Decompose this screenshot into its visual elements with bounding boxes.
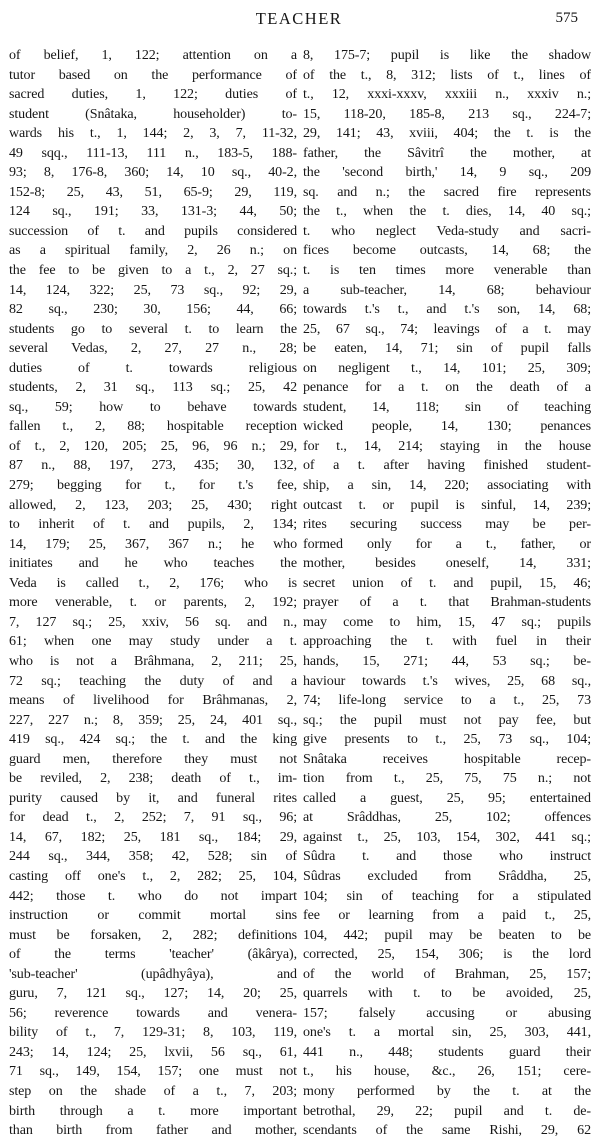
- left-column-line: 87 n., 88, 197, 273, 435; 30, 132,: [9, 457, 297, 474]
- right-column-line: be eaten, 14, 71; sin of pupil falls: [303, 340, 591, 357]
- left-column-line: 49 sqq., 111-13, 111 n., 183-5, 188-: [9, 144, 297, 161]
- right-column: [303, 46, 591, 1141]
- right-column-line: betrothal, 29, 22; pupil and t. de-: [303, 1102, 591, 1119]
- right-column-line: father, the Sâvitrî the mother, at: [303, 144, 591, 161]
- left-column-line: 82 sq., 230; 30, 156; 44, 66;: [9, 301, 297, 318]
- left-column-line: must be forsaken, 2, 282; definitions: [9, 926, 297, 943]
- left-column-line: student (Snâtaka, householder) to-: [9, 105, 297, 122]
- right-column-line: tion from t., 25, 75, 75 n.; not: [303, 770, 591, 787]
- right-column-line: Sûdras excluded from Srâddha, 25,: [303, 867, 591, 884]
- right-column-line: mony performed by the t. at the: [303, 1082, 591, 1099]
- left-column-line: guru, 7, 121 sq., 127; 14, 20; 25,: [9, 985, 297, 1002]
- right-column-line: sq. and n.; the sacred fire represents: [303, 183, 591, 200]
- right-column-line: of a t. after having finished student-: [303, 457, 591, 474]
- right-column-line: on negligent t., 14, 101; 25, 309;: [303, 359, 591, 376]
- right-column-line: 157; falsely accusing or abusing: [303, 1004, 591, 1021]
- left-column-line: initiates and he who teaches the: [9, 555, 297, 572]
- running-header: [0, 9, 598, 31]
- left-column-line: sq., 59; how to behave towards: [9, 398, 297, 415]
- right-column-line: student, 14, 118; sin of teaching: [303, 398, 591, 415]
- right-column-line: at Srâddhas, 25, 102; offences: [303, 809, 591, 826]
- right-column-line: formed only for a t., father, or: [303, 535, 591, 552]
- left-column-line: wards his t., 1, 144; 2, 3, 7, 11-32,: [9, 125, 297, 142]
- right-column-line: 104; sin of teaching for a stipulated: [303, 887, 591, 904]
- right-column-line: the 'second birth,' 14, 9 sq., 209: [303, 164, 591, 181]
- left-column-line: 14, 179; 25, 367, 367 n.; he who: [9, 535, 297, 552]
- right-column-line: sq.; the pupil must not pay fee, but: [303, 711, 591, 728]
- page-number: 575: [555, 10, 578, 26]
- left-column-line: birth through a t. more important: [9, 1102, 297, 1119]
- right-column-line: prayer of a t. that Brahman-students: [303, 594, 591, 611]
- right-column-line: ship, a sin, 14, 220; associating with: [303, 477, 591, 494]
- left-column-line: 7, 127 sq.; 25, xxiv, 56 sq. and n.,: [9, 613, 297, 630]
- left-column-line: than birth from father and mother,: [9, 1122, 297, 1139]
- left-column-line: 93; 8, 176-8, 360; 14, 10 sq., 40-2,: [9, 164, 297, 181]
- right-column-line: scendants of the same Rishi, 29, 62: [303, 1122, 591, 1139]
- right-column-line: fices become outcasts, 14, 68; the: [303, 242, 591, 259]
- left-column-line: 227, 227 n.; 8, 359; 25, 24, 401 sq.,: [9, 711, 297, 728]
- right-column-line: against t., 25, 103, 154, 302, 441 sq.;: [303, 828, 591, 845]
- right-column-line: rites securing success may be per-: [303, 516, 591, 533]
- right-column-line: mother, besides oneself, 14, 331;: [303, 555, 591, 572]
- right-column-line: quarrels with t. to be avoided, 25,: [303, 985, 591, 1002]
- left-column-line: means of livelihood for Brâhmanas, 2,: [9, 692, 297, 709]
- left-column-line: students go to several t. to learn the: [9, 320, 297, 337]
- left-column-line: instruction or commit mortal sins: [9, 907, 297, 924]
- right-column-line: secret union of t. and pupil, 15, 46;: [303, 574, 591, 591]
- left-column-line: guard men, therefore they must not: [9, 750, 297, 767]
- right-column-line: outcast t. or pupil is sinful, 14, 239;: [303, 496, 591, 513]
- left-column-line: 14, 67, 182; 25, 181 sq., 184; 29,: [9, 828, 297, 845]
- left-column-line: the fee to be given to a t., 2, 27 sq.;: [9, 262, 297, 279]
- left-column-line: for dead t., 2, 252; 7, 91 sq., 96;: [9, 809, 297, 826]
- left-column-line: as a spiritual family, 2, 26 n.; on: [9, 242, 297, 259]
- right-column-line: hands, 15, 271; 44, 53 sq.; be-: [303, 652, 591, 669]
- right-column-line: 74; life-long service to a t., 25, 73: [303, 692, 591, 709]
- right-column-line: may come to him, 15, 47 sq.; pupils: [303, 613, 591, 630]
- right-column-line: one's t. a mortal sin, 25, 303, 441,: [303, 1024, 591, 1041]
- left-column-line: of t., 2, 120, 205; 25, 96, 96 n.; 29,: [9, 437, 297, 454]
- left-column-line: fallen t., 2, 88; hospitable reception: [9, 418, 297, 435]
- right-column-line: Sûdra t. and those who instruct: [303, 848, 591, 865]
- left-column-line: who is not a Brâhmana, 2, 211; 25,: [9, 652, 297, 669]
- left-column-line: casting off one's t., 2, 282; 25, 104,: [9, 867, 297, 884]
- right-column-line: for t., 14, 214; staying in the house: [303, 437, 591, 454]
- left-column-line: of belief, 1, 122; attention on a: [9, 47, 297, 63]
- left-column-line: to inherit of t. and pupils, 2, 134;: [9, 516, 297, 533]
- right-column-line: t., 12, xxxi-xxxv, xxxiii n., xxxiv n.;: [303, 86, 591, 103]
- right-column-line: 441 n., 448; students guard their: [303, 1043, 591, 1060]
- left-column-line: sacred duties, 1, 122; duties of: [9, 86, 297, 103]
- left-column: [9, 46, 297, 1141]
- left-column-line: 71 sq., 149, 154, 157; one must not: [9, 1063, 297, 1080]
- right-column-line: 104, 442; pupil may be beaten to be: [303, 926, 591, 943]
- right-column-line: a sub-teacher, 14, 68; behaviour: [303, 281, 591, 298]
- right-column-line: of the t., 8, 312; lists of t., lines of: [303, 66, 591, 83]
- right-column-line: t. is ten times more venerable than: [303, 262, 591, 279]
- left-column-line: duties of t. towards religious: [9, 359, 297, 376]
- right-column-line: t. who neglect Veda-study and sacri-: [303, 222, 591, 239]
- left-column-line: 72 sq.; teaching the duty of and a: [9, 672, 297, 689]
- right-column-line: t., his house, &c., 26, 151; cere-: [303, 1063, 591, 1080]
- page-title: TEACHER: [255, 9, 343, 28]
- left-column-line: 14, 124, 322; 25, 73 sq., 92; 29,: [9, 281, 297, 298]
- left-column-line: purity caused by it, and funeral rites: [9, 789, 297, 806]
- left-column-line: 56; reverence towards and venera-: [9, 1004, 297, 1021]
- left-column-line: students, 2, 31 sq., 113 sq.; 25, 42: [9, 379, 297, 396]
- right-column-line: of the world of Brahman, 25, 157;: [303, 965, 591, 982]
- left-column-line: tutor based on the performance of: [9, 66, 297, 83]
- left-column-line: 244 sq., 344, 358; 42, 528; sin of: [9, 848, 297, 865]
- left-column-line: several Vedas, 2, 27, 27 n., 28;: [9, 340, 297, 357]
- left-column-line: 243; 14, 124; 25, lxvii, 56 sq., 61,: [9, 1043, 297, 1060]
- right-column-line: the t., when the t. dies, 14, 40 sq.;: [303, 203, 591, 220]
- left-column-line: 152-8; 25, 43, 51, 65-9; 29, 119,: [9, 183, 297, 200]
- right-column-line: 25, 67 sq., 74; leavings of a t. may: [303, 320, 591, 337]
- left-column-line: succession of t. and pupils considered: [9, 222, 297, 239]
- left-column-line: more venerable, t. or parents, 2, 192;: [9, 594, 297, 611]
- left-column-line: step on the shade of a t., 7, 203;: [9, 1082, 297, 1099]
- right-column-line: corrected, 25, 154, 306; is the lord: [303, 946, 591, 963]
- left-column-line: allowed, 2, 123, 203; 25, 430; right: [9, 496, 297, 513]
- left-column-line: Veda is called t., 2, 176; who is: [9, 574, 297, 591]
- right-column-line: called a guest, 25, 95; entertained: [303, 789, 591, 806]
- right-column-line: Snâtaka receives hospitable recep-: [303, 750, 591, 767]
- left-column-line: of the terms 'teacher' (âkârya),: [9, 946, 297, 963]
- right-column-line: 15, 118-20, 185-8, 213 sq., 224-7;: [303, 105, 591, 122]
- left-column-line: 61; when one may study under a t.: [9, 633, 297, 650]
- left-column-line: 'sub-teacher' (upâdhyâya), and: [9, 965, 297, 982]
- right-column-line: fee or learning from a paid t., 25,: [303, 907, 591, 924]
- right-column-line: wicked people, 14, 130; penances: [303, 418, 591, 435]
- right-column-line: haviour towards t.'s wives, 25, 68 sq.,: [303, 672, 591, 689]
- left-column-line: 419 sq., 424 sq.; the t. and the king: [9, 731, 297, 748]
- right-column-line: give presents to t., 25, 73 sq., 104;: [303, 731, 591, 748]
- right-column-line: approaching the t. with fuel in their: [303, 633, 591, 650]
- left-column-line: 124 sq., 191; 33, 131-3; 44, 50;: [9, 203, 297, 220]
- right-column-line: towards t.'s t., and t.'s son, 14, 68;: [303, 301, 591, 318]
- left-column-line: bility of t., 7, 129-31; 8, 103, 119,: [9, 1024, 297, 1041]
- left-column-line: be reviled, 2, 238; death of t., im-: [9, 770, 297, 787]
- right-column-line: 8, 175-7; pupil is like the shadow: [303, 47, 591, 63]
- right-column-line: 29, 141; 43, xviii, 404; the t. is the: [303, 125, 591, 142]
- left-column-line: 279; begging for t., for t.'s fee,: [9, 477, 297, 494]
- left-column-line: 442; those t. who do not impart: [9, 887, 297, 904]
- right-column-line: penance for a t. on the death of a: [303, 379, 591, 396]
